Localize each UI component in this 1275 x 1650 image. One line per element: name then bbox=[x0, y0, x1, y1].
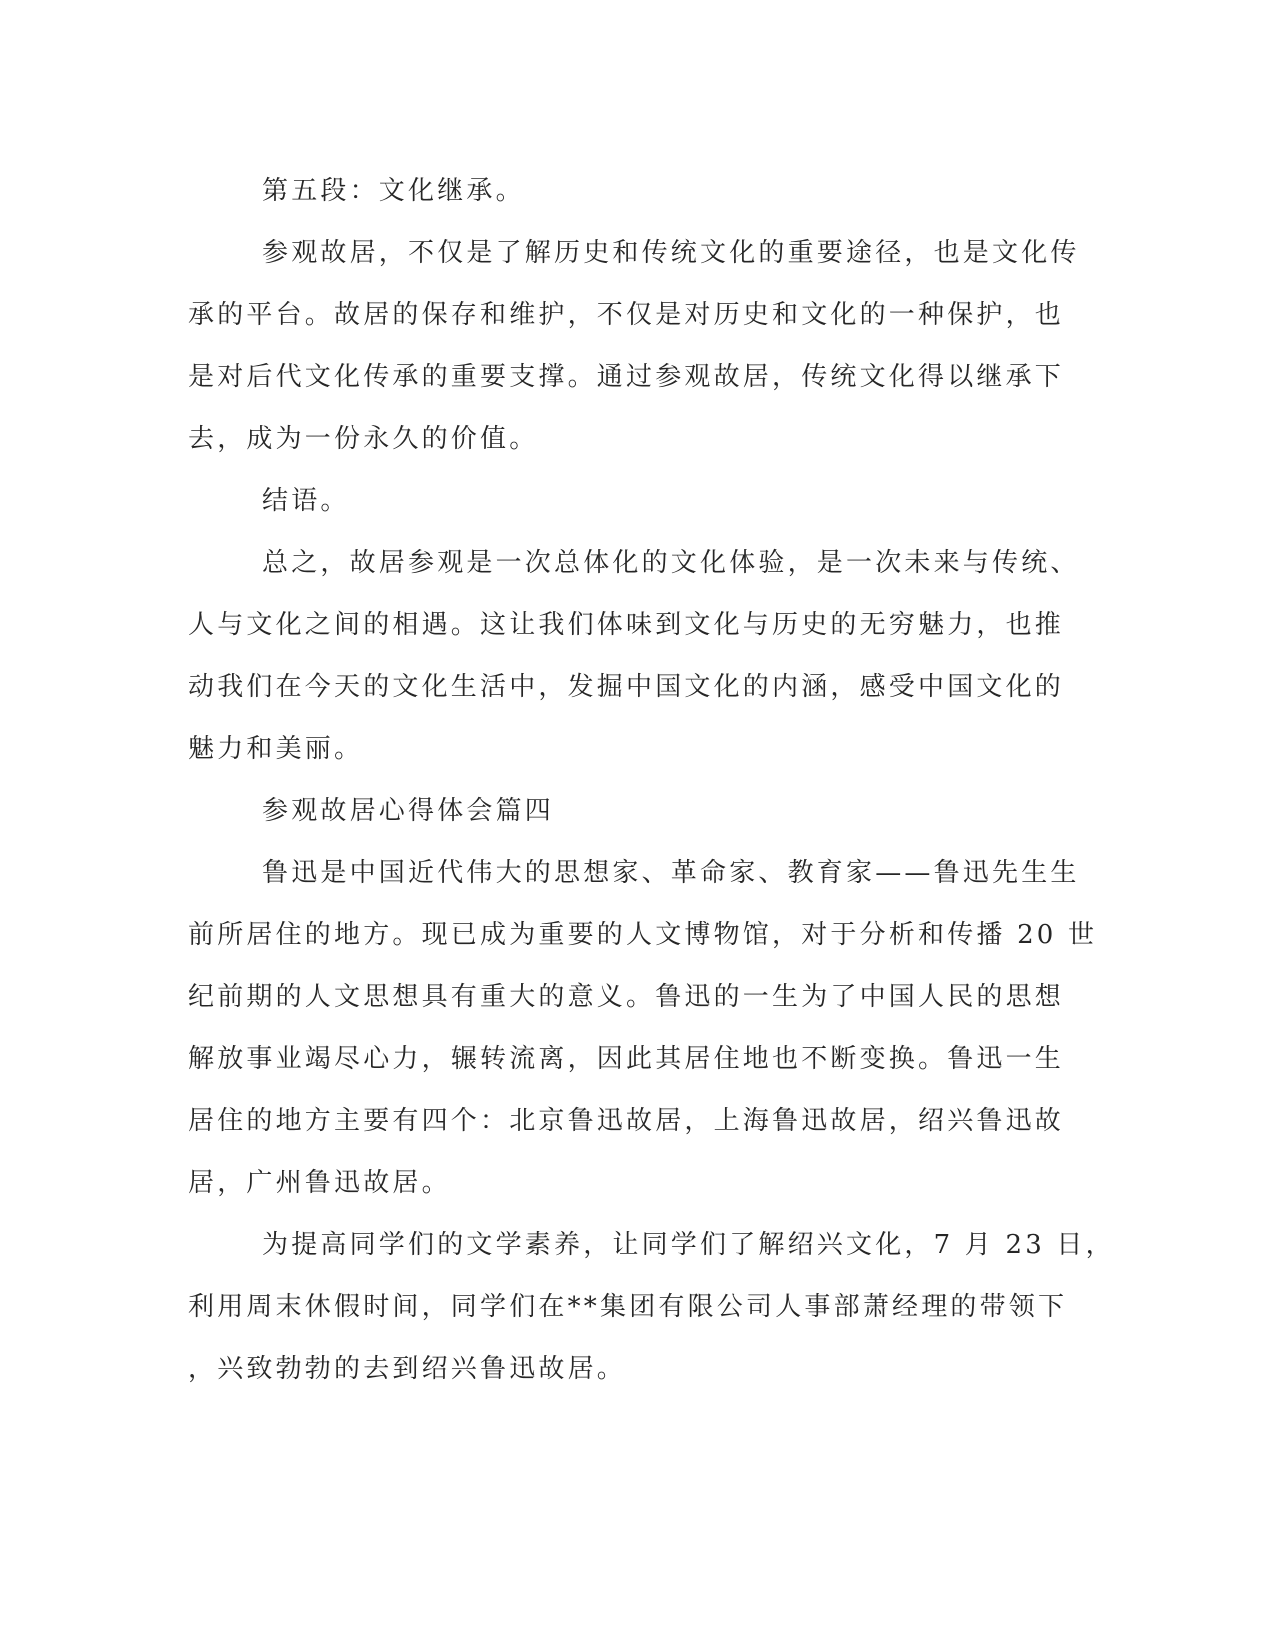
paragraph-line: 居，广州鲁迅故居。 bbox=[188, 1168, 451, 1198]
paragraph-line: 去，成为一份永久的价值。 bbox=[188, 424, 539, 454]
paragraph-line: 参观故居，不仅是了解历史和传统文化的重要途径，也是文化传 bbox=[262, 238, 1080, 268]
heading-conclusion: 结语。 bbox=[262, 486, 350, 516]
paragraph-line: 利用周末休假时间，同学们在**集团有限公司人事部萧经理的带领下 bbox=[188, 1292, 1068, 1322]
paragraph-line: ，兴致勃勃的去到绍兴鲁迅故居。 bbox=[188, 1354, 627, 1384]
paragraph-line: 承的平台。故居的保存和维护，不仅是对历史和文化的一种保护，也 bbox=[188, 300, 1065, 330]
heading-section-five: 第五段：文化继承。 bbox=[262, 176, 525, 206]
paragraph-line: 为提高同学们的文学素养，让同学们了解绍兴文化，7 月 23 日， bbox=[262, 1230, 1115, 1260]
paragraph-line: 纪前期的人文思想具有重大的意义。鲁迅的一生为了中国人民的思想 bbox=[188, 982, 1065, 1012]
heading-part-four: 参观故居心得体会篇四 bbox=[262, 796, 555, 826]
paragraph-line: 居住的地方主要有四个：北京鲁迅故居，上海鲁迅故居，绍兴鲁迅故 bbox=[188, 1106, 1065, 1136]
paragraph-line: 前所居住的地方。现已成为重要的人文博物馆，对于分析和传播 20 世 bbox=[188, 920, 1098, 950]
paragraph-line: 是对后代文化传承的重要支撑。通过参观故居，传统文化得以继承下 bbox=[188, 362, 1065, 392]
paragraph-line: 动我们在今天的文化生活中，发掘中国文化的内涵，感受中国文化的 bbox=[188, 672, 1065, 702]
paragraph-line: 总之，故居参观是一次总体化的文化体验，是一次未来与传统、 bbox=[262, 548, 1080, 578]
document-body bbox=[188, 160, 1115, 1400]
paragraph-line: 人与文化之间的相遇。这让我们体味到文化与历史的无穷魅力，也推 bbox=[188, 610, 1065, 640]
paragraph-line: 解放事业竭尽心力，辗转流离，因此其居住地也不断变换。鲁迅一生 bbox=[188, 1044, 1065, 1074]
paragraph-line: 魅力和美丽。 bbox=[188, 734, 364, 764]
paragraph-line: 鲁迅是中国近代伟大的思想家、革命家、教育家——鲁迅先生生 bbox=[262, 858, 1080, 888]
